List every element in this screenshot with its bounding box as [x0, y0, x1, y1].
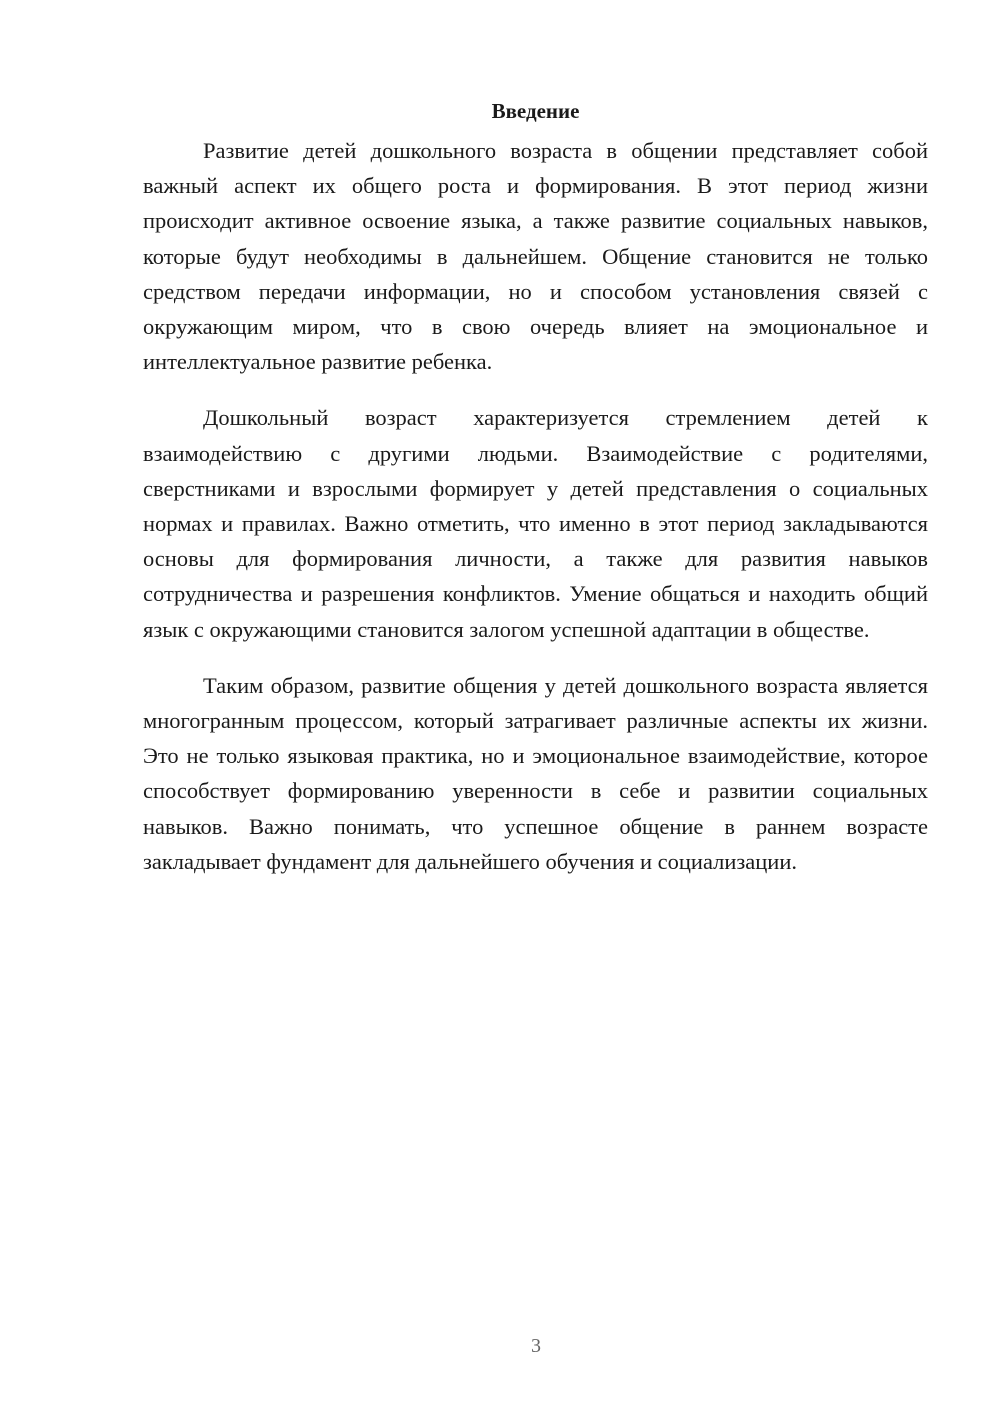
- paragraph-3: Таким образом, развитие общения у детей дошкольного возраста является многогранным процессом, который затрагивает различные аспекты их жизни. Это не только языковая практика, но и эмоциональное взаимодействие, которое способствует формированию уверенности в себе и развитии социальных навыков. Важно понимать, что успешное общение в раннем возрасте закладывает фундамент для дальнейшего обучения и социализации.: [143, 672, 928, 874]
- section-title: Введение: [491, 99, 580, 123]
- page-content: [143, 94, 928, 900]
- paragraph-1: Развитие детей дошкольного возраста в общении представляет собой важный аспект их общего роста и формирования. В этот период жизни происходит активное освоение языка, а также развитие социальных навыков, которые будут необходимы в дальнейшем. Общение становится не только средством передачи информации, но и способом установления связей с окружающим миром, что в свою очередь влияет на эмоциональное и интеллектуальное развитие ребенка.: [143, 138, 928, 375]
- page-number: 3: [531, 1335, 541, 1357]
- paragraph-2: Дошкольный возраст характеризуется стремлением детей к взаимодействию с другими людьми. Взаимодействие с родителями, сверстниками и взрослыми формирует у детей представления о социальных нормах и правилах. Важно отметить, что именно в этот период закладываются основы для формирования личности, а также для развития навыков сотрудничества и разрешения конфликтов. Умение общаться и находить общий язык с окружающими становится залогом успешной адаптации в обществе.: [143, 405, 928, 642]
